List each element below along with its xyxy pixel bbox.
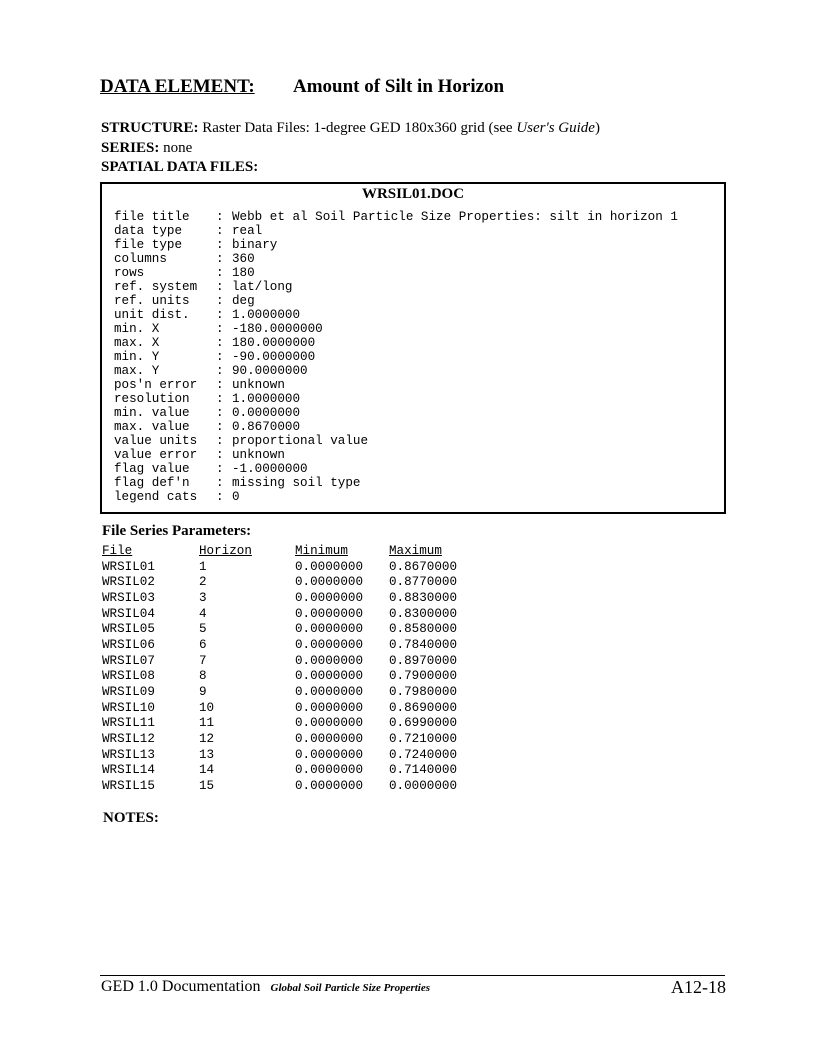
doc-field-value: Webb et al Soil Particle Size Properties: silt in horizon 1 bbox=[232, 210, 678, 224]
cell-maximum: 0.8770000 bbox=[389, 575, 458, 590]
doc-field-row bbox=[114, 490, 678, 504]
file-series-heading: File Series Parameters: bbox=[102, 523, 252, 539]
column-header-minimum: Minimum bbox=[295, 543, 348, 558]
cell-minimum: 0.0000000 bbox=[295, 606, 364, 621]
doc-field-separator: : bbox=[216, 252, 224, 266]
doc-field-separator: : bbox=[216, 448, 224, 462]
doc-field-value: real bbox=[232, 224, 263, 238]
cell-horizon: 14 bbox=[199, 763, 215, 778]
cell-file: WRSIL01 bbox=[102, 559, 155, 574]
structure-line bbox=[101, 120, 600, 137]
cell-horizon: 12 bbox=[199, 732, 215, 747]
file-series-table bbox=[102, 543, 479, 794]
cell-file: WRSIL15 bbox=[102, 779, 155, 794]
table-row bbox=[102, 747, 479, 763]
cell-file: WRSIL06 bbox=[102, 637, 155, 652]
footer-subtitle: Global Soil Particle Size Properties bbox=[270, 982, 431, 994]
doc-field-key: legend cats bbox=[114, 490, 198, 504]
table-row bbox=[102, 700, 479, 716]
doc-field-key: flag def'n bbox=[114, 476, 190, 490]
series-line bbox=[101, 140, 192, 157]
doc-field-key: resolution bbox=[114, 392, 190, 406]
cell-file: WRSIL12 bbox=[102, 732, 155, 747]
doc-field-list bbox=[114, 210, 678, 504]
doc-field-separator: : bbox=[216, 476, 224, 490]
table-row bbox=[102, 778, 479, 794]
doc-field-row bbox=[114, 336, 678, 350]
cell-maximum: 0.6990000 bbox=[389, 716, 458, 731]
cell-minimum: 0.0000000 bbox=[295, 559, 364, 574]
series-value: none bbox=[163, 140, 193, 156]
doc-field-value: lat/long bbox=[232, 280, 293, 294]
doc-field-separator: : bbox=[216, 434, 224, 448]
cell-minimum: 0.0000000 bbox=[295, 732, 364, 747]
footer-divider bbox=[100, 975, 725, 976]
column-header-file: File bbox=[102, 543, 133, 558]
doc-field-value: 1.0000000 bbox=[232, 308, 301, 322]
doc-field-separator: : bbox=[216, 308, 224, 322]
cell-horizon: 9 bbox=[199, 685, 207, 700]
doc-field-value: 360 bbox=[232, 252, 255, 266]
doc-field-value: -90.0000000 bbox=[232, 350, 316, 364]
table-header-row bbox=[102, 543, 479, 559]
cell-minimum: 0.0000000 bbox=[295, 747, 364, 762]
doc-field-separator: : bbox=[216, 294, 224, 308]
cell-minimum: 0.0000000 bbox=[295, 653, 364, 668]
doc-field-separator: : bbox=[216, 280, 224, 294]
doc-field-key: min. X bbox=[114, 322, 160, 336]
doc-field-separator: : bbox=[216, 350, 224, 364]
doc-field-separator: : bbox=[216, 238, 224, 252]
table-row bbox=[102, 574, 479, 590]
doc-field-row bbox=[114, 308, 678, 322]
doc-field-key: data type bbox=[114, 224, 183, 238]
cell-file: WRSIL05 bbox=[102, 622, 155, 637]
doc-field-key: max. Y bbox=[114, 364, 160, 378]
cell-horizon: 5 bbox=[199, 622, 207, 637]
cell-maximum: 0.7840000 bbox=[389, 637, 458, 652]
cell-file: WRSIL09 bbox=[102, 685, 155, 700]
cell-horizon: 3 bbox=[199, 590, 207, 605]
footer-doc-title bbox=[101, 978, 430, 996]
doc-field-separator: : bbox=[216, 378, 224, 392]
data-element-label: DATA ELEMENT: bbox=[100, 76, 255, 97]
doc-field-separator: : bbox=[216, 406, 224, 420]
cell-minimum: 0.0000000 bbox=[295, 637, 364, 652]
doc-field-value: 0.8670000 bbox=[232, 420, 301, 434]
structure-label: STRUCTURE: bbox=[101, 120, 199, 136]
doc-field-value: 0 bbox=[232, 490, 240, 504]
doc-field-row bbox=[114, 392, 678, 406]
cell-minimum: 0.0000000 bbox=[295, 622, 364, 637]
cell-maximum: 0.8300000 bbox=[389, 606, 458, 621]
notes-label: NOTES: bbox=[103, 810, 159, 826]
cell-maximum: 0.7980000 bbox=[389, 685, 458, 700]
cell-horizon: 11 bbox=[199, 716, 215, 731]
cell-file: WRSIL04 bbox=[102, 606, 155, 621]
doc-field-key: value error bbox=[114, 448, 198, 462]
doc-field-separator: : bbox=[216, 322, 224, 336]
doc-field-value: 180 bbox=[232, 266, 255, 280]
doc-field-value: 1.0000000 bbox=[232, 392, 301, 406]
cell-horizon: 2 bbox=[199, 575, 207, 590]
cell-minimum: 0.0000000 bbox=[295, 575, 364, 590]
doc-field-separator: : bbox=[216, 490, 224, 504]
table-row bbox=[102, 763, 479, 779]
spatial-data-files-label: SPATIAL DATA FILES: bbox=[101, 159, 259, 175]
cell-file: WRSIL08 bbox=[102, 669, 155, 684]
doc-field-value: -1.0000000 bbox=[232, 462, 308, 476]
cell-file: WRSIL03 bbox=[102, 590, 155, 605]
doc-field-row bbox=[114, 406, 678, 420]
doc-field-row bbox=[114, 322, 678, 336]
column-header-horizon: Horizon bbox=[199, 543, 252, 558]
doc-field-key: ref. units bbox=[114, 294, 190, 308]
table-row bbox=[102, 621, 479, 637]
doc-field-separator: : bbox=[216, 266, 224, 280]
doc-field-key: columns bbox=[114, 252, 167, 266]
table-row bbox=[102, 637, 479, 653]
doc-field-row bbox=[114, 462, 678, 476]
table-row bbox=[102, 590, 479, 606]
doc-field-key: pos'n error bbox=[114, 378, 198, 392]
doc-field-value: 180.0000000 bbox=[232, 336, 316, 350]
cell-maximum: 0.8830000 bbox=[389, 590, 458, 605]
doc-field-separator: : bbox=[216, 462, 224, 476]
doc-field-row bbox=[114, 434, 678, 448]
cell-maximum: 0.8690000 bbox=[389, 700, 458, 715]
cell-file: WRSIL14 bbox=[102, 763, 155, 778]
users-guide-reference: User's Guide bbox=[516, 120, 595, 136]
table-row bbox=[102, 606, 479, 622]
doc-field-row bbox=[114, 350, 678, 364]
doc-field-separator: : bbox=[216, 210, 224, 224]
doc-field-row bbox=[114, 280, 678, 294]
file-series-rows bbox=[102, 559, 479, 794]
cell-maximum: 0.0000000 bbox=[389, 779, 458, 794]
doc-field-separator: : bbox=[216, 364, 224, 378]
table-row bbox=[102, 716, 479, 732]
structure-close: ) bbox=[594, 120, 600, 136]
cell-maximum: 0.7140000 bbox=[389, 763, 458, 778]
cell-maximum: 0.7900000 bbox=[389, 669, 458, 684]
cell-horizon: 15 bbox=[199, 779, 215, 794]
doc-field-key: min. Y bbox=[114, 350, 160, 364]
cell-file: WRSIL07 bbox=[102, 653, 155, 668]
doc-field-row bbox=[114, 364, 678, 378]
table-row bbox=[102, 731, 479, 747]
doc-field-value: 90.0000000 bbox=[232, 364, 308, 378]
cell-maximum: 0.8670000 bbox=[389, 559, 458, 574]
cell-file: WRSIL11 bbox=[102, 716, 155, 731]
table-row bbox=[102, 653, 479, 669]
doc-field-key: rows bbox=[114, 266, 145, 280]
doc-field-key: max. X bbox=[114, 336, 160, 350]
table-row bbox=[102, 669, 479, 685]
cell-horizon: 13 bbox=[199, 747, 215, 762]
cell-file: WRSIL13 bbox=[102, 747, 155, 762]
cell-maximum: 0.8970000 bbox=[389, 653, 458, 668]
doc-field-value: unknown bbox=[232, 448, 285, 462]
cell-maximum: 0.8580000 bbox=[389, 622, 458, 637]
doc-field-row bbox=[114, 252, 678, 266]
doc-field-value: unknown bbox=[232, 378, 285, 392]
doc-file-title: WRSIL01.DOC bbox=[361, 186, 465, 202]
doc-file-box bbox=[100, 182, 726, 514]
cell-minimum: 0.0000000 bbox=[295, 763, 364, 778]
cell-horizon: 10 bbox=[199, 700, 215, 715]
cell-minimum: 0.0000000 bbox=[295, 669, 364, 684]
doc-field-value: binary bbox=[232, 238, 278, 252]
cell-horizon: 6 bbox=[199, 637, 207, 652]
doc-field-separator: : bbox=[216, 420, 224, 434]
doc-field-value: -180.0000000 bbox=[232, 322, 323, 336]
doc-field-key: file type bbox=[114, 238, 183, 252]
doc-field-separator: : bbox=[216, 336, 224, 350]
doc-field-key: flag value bbox=[114, 462, 190, 476]
doc-field-separator: : bbox=[216, 392, 224, 406]
doc-field-key: unit dist. bbox=[114, 308, 190, 322]
cell-minimum: 0.0000000 bbox=[295, 779, 364, 794]
page-number: A12-18 bbox=[671, 977, 726, 997]
doc-field-value: proportional value bbox=[232, 434, 369, 448]
data-element-title: Amount of Silt in Horizon bbox=[293, 76, 505, 97]
cell-file: WRSIL02 bbox=[102, 575, 155, 590]
doc-field-row bbox=[114, 210, 678, 224]
doc-field-key: file title bbox=[114, 210, 190, 224]
doc-field-key: min. value bbox=[114, 406, 190, 420]
column-header-maximum: Maximum bbox=[389, 543, 442, 558]
cell-horizon: 4 bbox=[199, 606, 207, 621]
cell-minimum: 0.0000000 bbox=[295, 700, 364, 715]
doc-field-row bbox=[114, 420, 678, 434]
structure-text: Raster Data Files: 1-degree GED 180x360 grid (see bbox=[202, 120, 517, 136]
doc-field-value: missing soil type bbox=[232, 476, 361, 490]
table-row bbox=[102, 559, 479, 575]
series-label: SERIES: bbox=[101, 140, 160, 156]
cell-maximum: 0.7240000 bbox=[389, 747, 458, 762]
cell-horizon: 8 bbox=[199, 669, 207, 684]
cell-minimum: 0.0000000 bbox=[295, 685, 364, 700]
doc-field-row bbox=[114, 294, 678, 308]
doc-field-separator: : bbox=[216, 224, 224, 238]
doc-field-row bbox=[114, 448, 678, 462]
doc-field-value: 0.0000000 bbox=[232, 406, 301, 420]
doc-field-value: deg bbox=[232, 294, 255, 308]
doc-field-row bbox=[114, 224, 678, 238]
cell-horizon: 1 bbox=[199, 559, 207, 574]
cell-minimum: 0.0000000 bbox=[295, 590, 364, 605]
cell-minimum: 0.0000000 bbox=[295, 716, 364, 731]
doc-field-key: ref. system bbox=[114, 280, 198, 294]
footer-doc-name: GED 1.0 Documentation bbox=[101, 978, 261, 995]
table-row bbox=[102, 684, 479, 700]
cell-file: WRSIL10 bbox=[102, 700, 155, 715]
doc-field-row bbox=[114, 476, 678, 490]
doc-field-key: max. value bbox=[114, 420, 190, 434]
doc-field-key: value units bbox=[114, 434, 198, 448]
doc-field-row bbox=[114, 238, 678, 252]
cell-maximum: 0.7210000 bbox=[389, 732, 458, 747]
doc-field-row bbox=[114, 266, 678, 280]
data-element-heading bbox=[100, 76, 505, 98]
cell-horizon: 7 bbox=[199, 653, 207, 668]
doc-field-row bbox=[114, 378, 678, 392]
